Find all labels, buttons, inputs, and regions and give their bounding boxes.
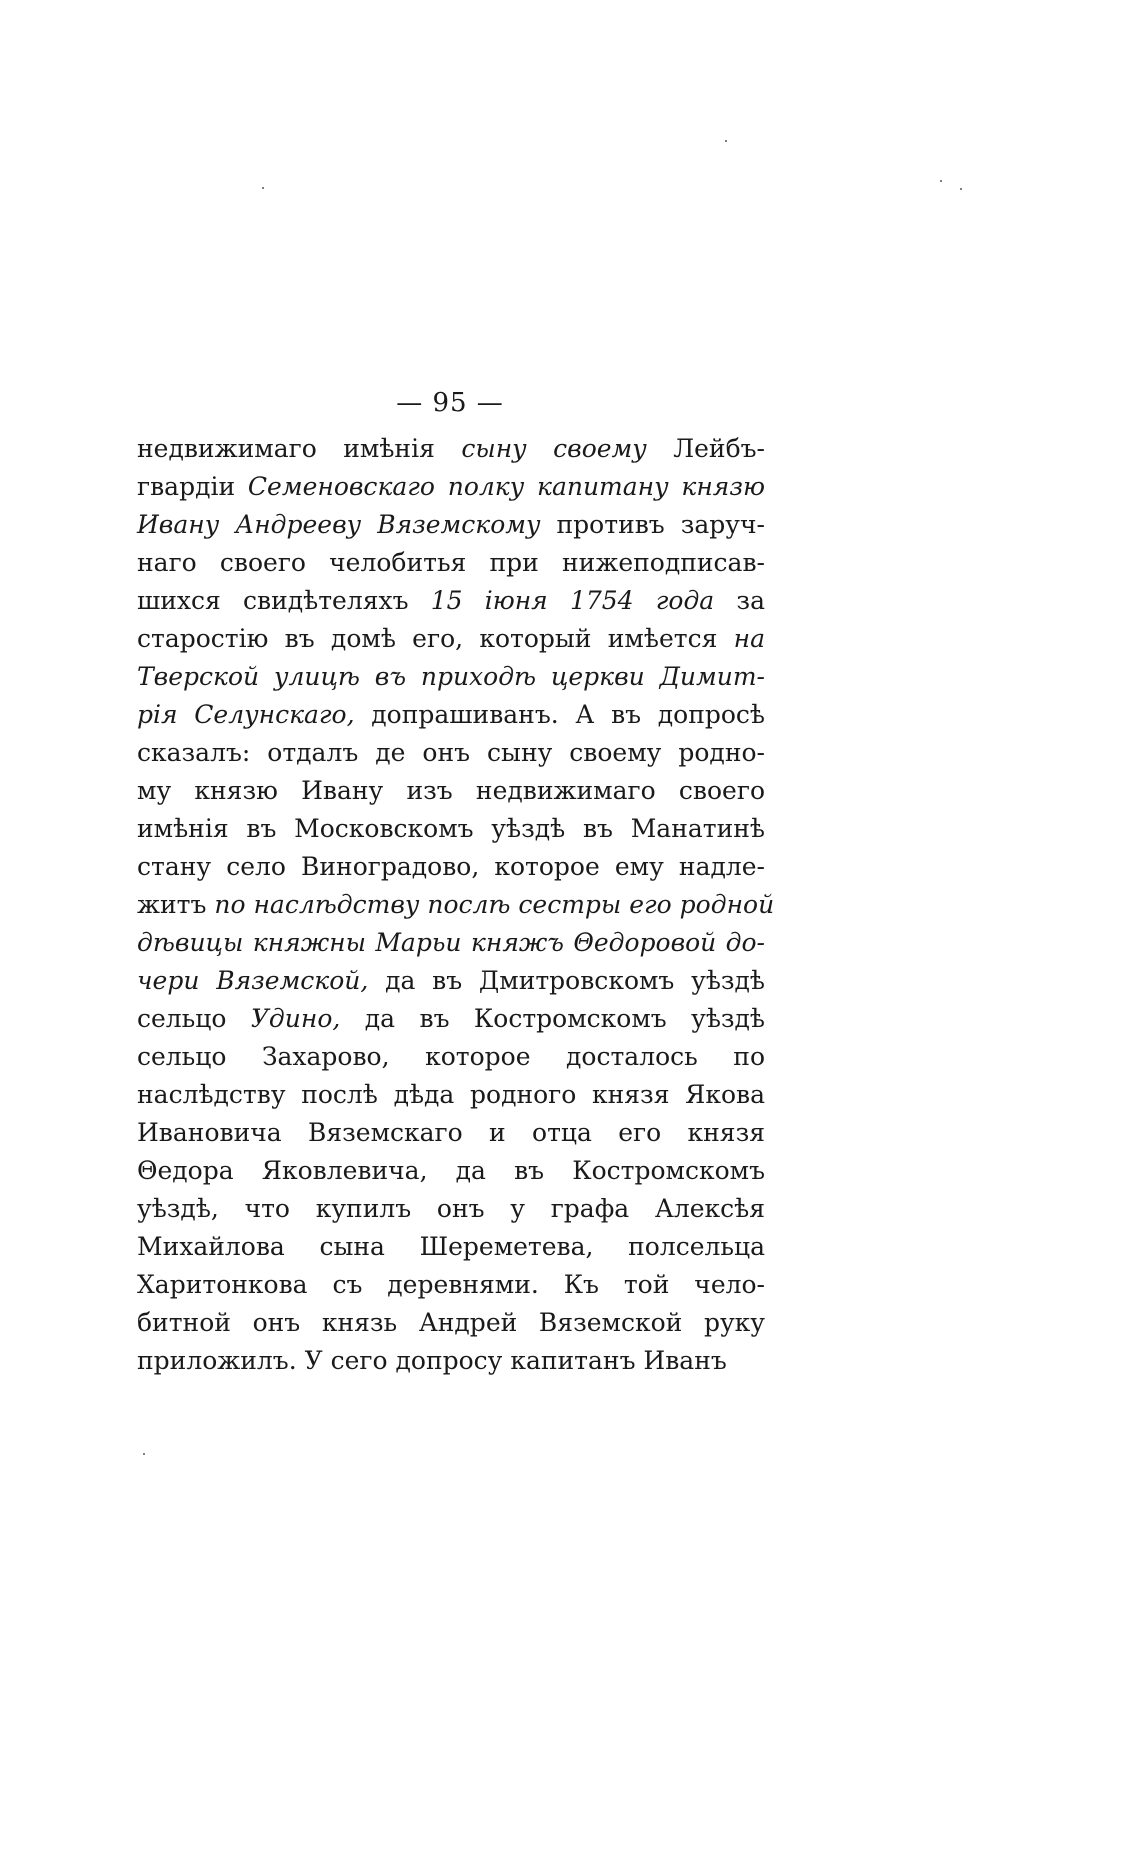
text-line [137,1266,765,1304]
text-line [137,1190,765,1228]
text-run: сельцо Захарово, которое досталось по [137,1042,765,1071]
italic-text-run: дѣвицы княжны Марьи княжъ Θедоровой до- [137,928,765,957]
scan-speck [262,187,264,189]
scan-speck [725,140,727,142]
text-run: уѣздѣ, что купилъ онъ у графа Алексѣя [137,1194,765,1223]
text-run: Михайлова сына Шереметева, полсельца [137,1232,765,1261]
text-run: Харитонкова съ деревнями. Къ той чело- [137,1270,765,1299]
text-run: недвижимаго имѣнія [137,434,462,463]
italic-text-run: рія Селунскаго, [137,700,355,729]
text-run: за [714,586,765,615]
text-line [137,734,765,772]
text-run: сказалъ: отдалъ де онъ сыну своему родно- [137,738,765,767]
text-run: наслѣдству послѣ дѣда родного князя Якова [137,1080,765,1109]
text-line [137,810,765,848]
text-run: сельцо [137,1004,251,1033]
text-line [137,886,775,924]
text-run: допрашиванъ. А въ допросѣ [354,700,766,729]
scan-speck [940,180,942,182]
text-line [137,848,765,886]
text-line [137,1228,765,1266]
text-line [137,658,765,696]
text-line [137,1076,765,1114]
text-run: му князю Ивану изъ недвижимаго своего [137,776,765,805]
text-line [137,506,765,544]
text-run: имѣнія въ Московскомъ уѣздѣ въ Манатинѣ [137,814,765,843]
page-number: — 95 — [396,388,504,418]
text-line [137,1038,765,1076]
text-run: битной онъ князь Андрей Вяземской руку [137,1308,765,1337]
text-line [137,924,765,962]
text-line [137,962,765,1000]
italic-text-run: Тверской улицѣ въ приходѣ церкви Димит- [137,662,765,691]
italic-text-run: на [733,624,765,653]
italic-text-run: 15 іюня 1754 года [430,586,715,615]
text-run: Θедора Яковлевича, да въ Костромскомъ [137,1156,765,1185]
text-line [137,1114,765,1152]
text-line [137,582,765,620]
italic-text-run: чери Вяземской, [137,966,369,995]
text-line [137,430,765,468]
text-run: противъ заруч- [540,510,765,539]
text-run: приложилъ. У сего допросу капитанъ Иванъ [137,1346,727,1375]
text-line [137,1152,765,1190]
italic-text-run: сыну своему [461,434,647,463]
text-line [137,468,765,506]
text-line [137,1000,765,1038]
italic-text-run: Удино, [250,1004,341,1033]
text-run: шихся свидѣтеляхъ [137,586,431,615]
text-run: да въ Костромскомъ уѣздѣ [340,1004,765,1033]
text-run: житъ [137,890,215,919]
text-line [137,772,765,810]
text-line [137,1304,765,1342]
text-line [137,1342,765,1380]
text-run: старостію въ домѣ его, который имѣется [137,624,734,653]
text-run: наго своего челобитья при нижеподписав- [137,548,765,577]
scan-speck [960,188,962,190]
text-run: Ивановича Вяземскаго и отца его князя [137,1118,765,1147]
text-line [137,544,765,582]
body-text [137,430,775,1380]
text-run: Лейбъ- [646,434,765,463]
italic-text-run: Ивану Андрееву Вяземскому [137,510,541,539]
scan-speck [143,1453,145,1455]
italic-text-run: по наслѣдству послѣ сестры его родной [214,890,775,919]
text-line [137,620,765,658]
italic-text-run: Семеновскаго полку капитану князю [247,472,765,501]
text-run: да въ Дмитровскомъ уѣздѣ [368,966,765,995]
text-run: стану село Виноградово, которое ему надле- [137,852,765,881]
text-run: гвардіи [137,472,248,501]
text-line [137,696,765,734]
